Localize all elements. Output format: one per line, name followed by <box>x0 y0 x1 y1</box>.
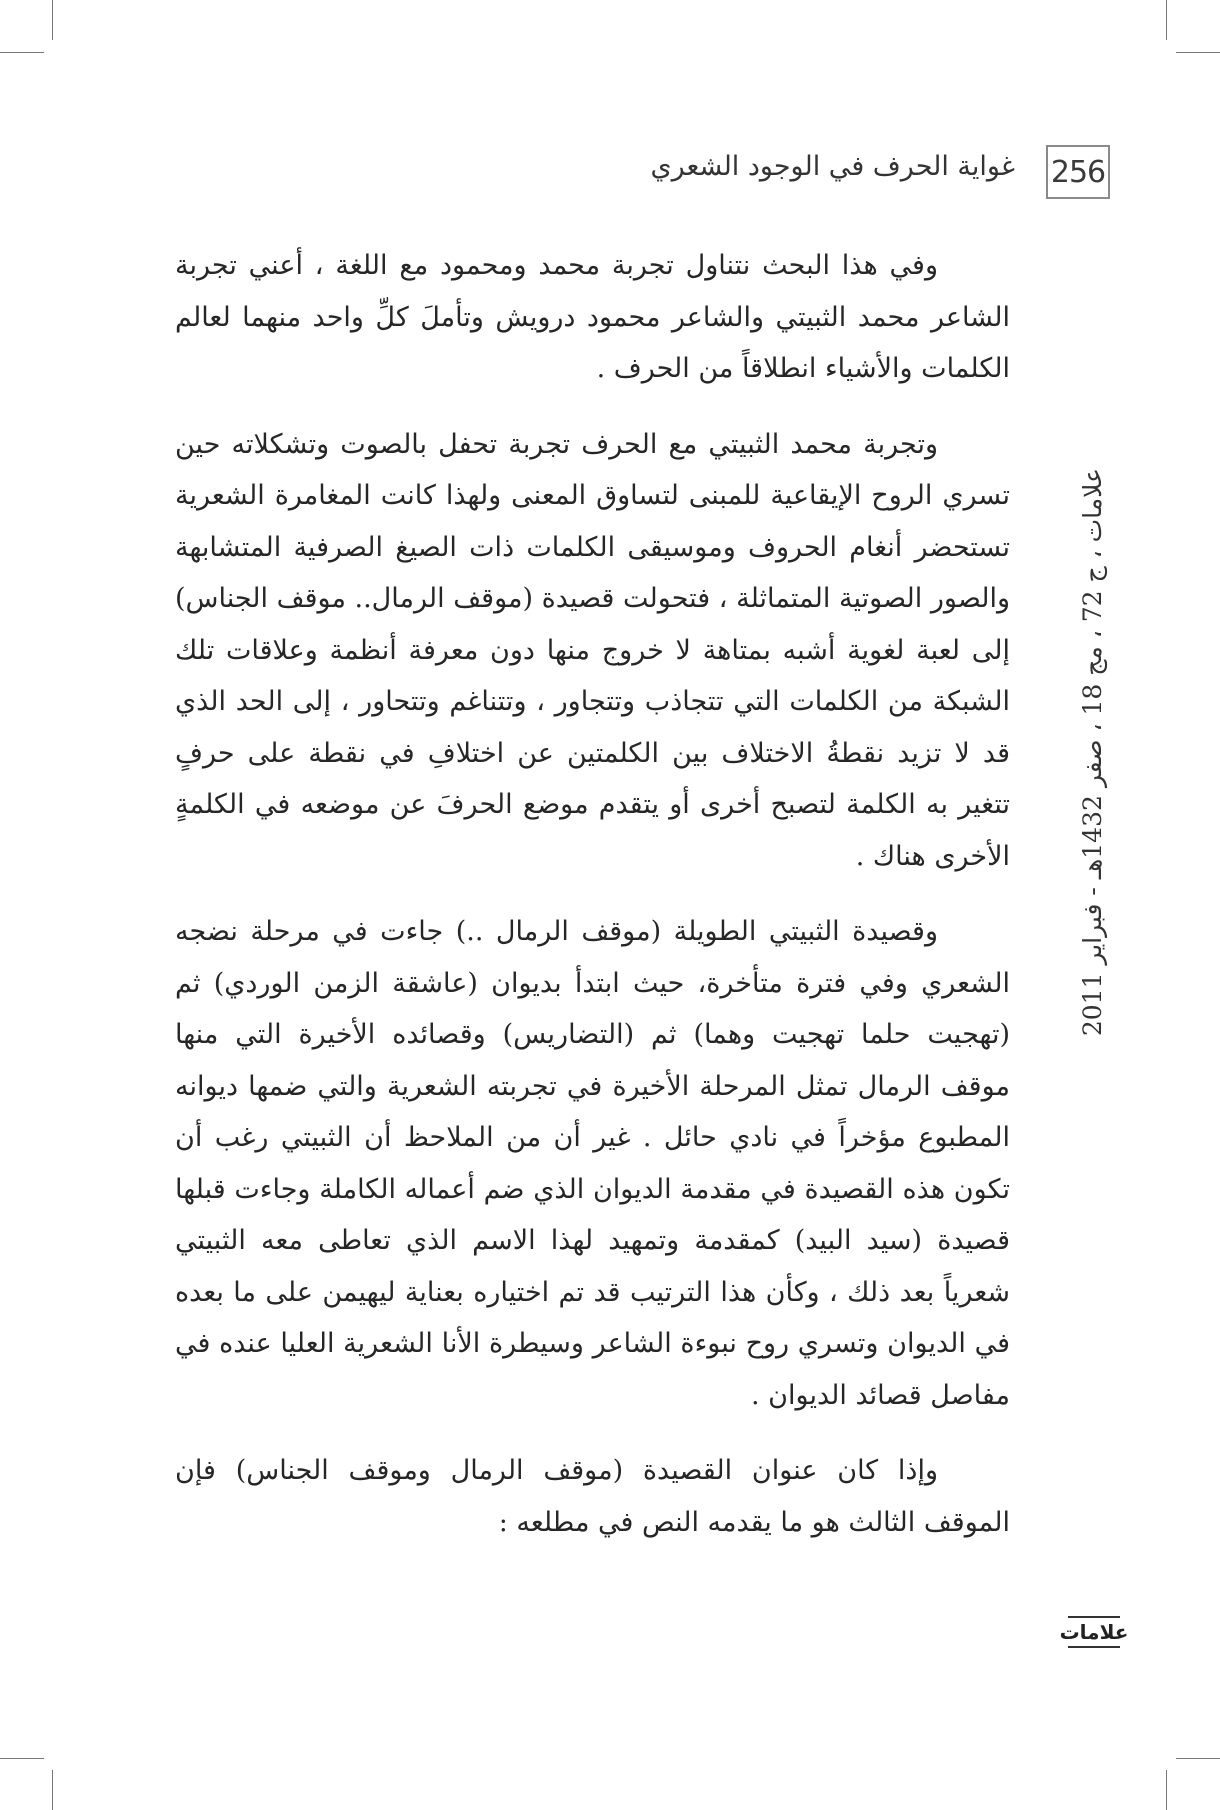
paragraph: وقصيدة الثبيتي الطويلة (موقف الرمال ..) جاءت في مرحلة نضجه الشعري وفي فترة متأخرة، حيث ابتدأ بديوان (عاشقة الزمن الوردي) ثم (تهجيت حلما تهجيت وهما) ثم (التضاريس) وقصائده الأخيرة التي منها موقف الرمال تمثل المرحلة الأخيرة في تجربته الشعرية والتي ضمها ديوانه المطبوع مؤخراً في نادي حائل . غير أن من الملاحظ أن الثبيتي رغب أن تكون هذه القصيدة في مقدمة الديوان الذي ضم أعماله الكاملة وجاءت قبلها قصيدة (سيد البيد) كمقدمة وتمهيد لهذا الاسم الذي تعاطى معه الثبيتي شعرياً بعد ذلك ، وكأن هذا الترتيب قد تم اختياره بعناية ليهيمن على ما بعده في الديوان وتسري روح نبوءة الشاعر وسيطرة الأنا الشعرية العليا عنده في مفاصل قصائد الديوان . <box>175 916 1010 1411</box>
journal-logo <box>1059 1612 1129 1652</box>
crop-mark <box>1166 0 1167 40</box>
crop-mark <box>0 52 44 53</box>
page-header <box>0 145 1220 205</box>
journal-issue-caption: علامات ، ج 72 ، مج 18 ، صفر 1432هـ - فبراير 2011 <box>1078 468 1107 1037</box>
paragraph: وتجربة محمد الثبيتي مع الحرف تجربة تحفل بالصوت وتشكلاته حين تسري الروح الإيقاعية للمبنى لتساوق المعنى ولهذا كانت المغامرة الشعرية تستحضر أنغام الحروف وموسيقى الكلمات ذات الصيغ الصرفية المتشابهة والصور الصوتية المتماثلة ، فتحولت قصيدة (موقف الرمال.. موقف الجناس) إلى لعبة لغوية أشبه بمتاهة لا خروج منها دون معرفة أنظمة وعلاقات تلك الشبكة من الكلمات التي تتجاذب وتتجاور ، وتتناغم وتتحاور ، إلى الحد الذي قد لا تزيد نقطةُ الاختلاف بين الكلمتين عن اختلافِ في نقطة على حرفٍ تتغير به الكلمة لتصبح أخرى أو يتقدم موضع الحرفَ عن موضعه في الكلمةٍ الأخرى هناك . <box>175 428 1010 872</box>
page-number: 256 <box>1046 145 1110 199</box>
running-title: غواية الحرف في الوجود الشعري <box>650 151 1015 182</box>
crop-mark <box>52 0 53 40</box>
crop-mark <box>1166 1770 1167 1810</box>
crop-mark <box>1176 1758 1220 1759</box>
logo-rule <box>1068 1646 1120 1648</box>
article-body <box>175 240 1010 1572</box>
paragraph: وفي هذا البحث نتناول تجربة محمد ومحمود مع اللغة ، أعني تجربة الشاعر محمد الثبيتي والشاعر محمود درويش وتأملَ كلِّ واحد منهما لعالم الكلمات والأشياء انطلاقاً من الحرف . <box>175 250 1010 384</box>
logo-text: علامات <box>1059 1620 1129 1644</box>
crop-mark <box>1176 52 1220 53</box>
logo-rule <box>1068 1616 1120 1618</box>
paragraph: وإذا كان عنوان القصيدة (موقف الرمال وموقف الجناس) فإن الموقف الثالث هو ما يقدمه النص في مطلعه : <box>175 1455 1010 1538</box>
crop-mark <box>0 1758 44 1759</box>
crop-mark <box>52 1770 53 1810</box>
